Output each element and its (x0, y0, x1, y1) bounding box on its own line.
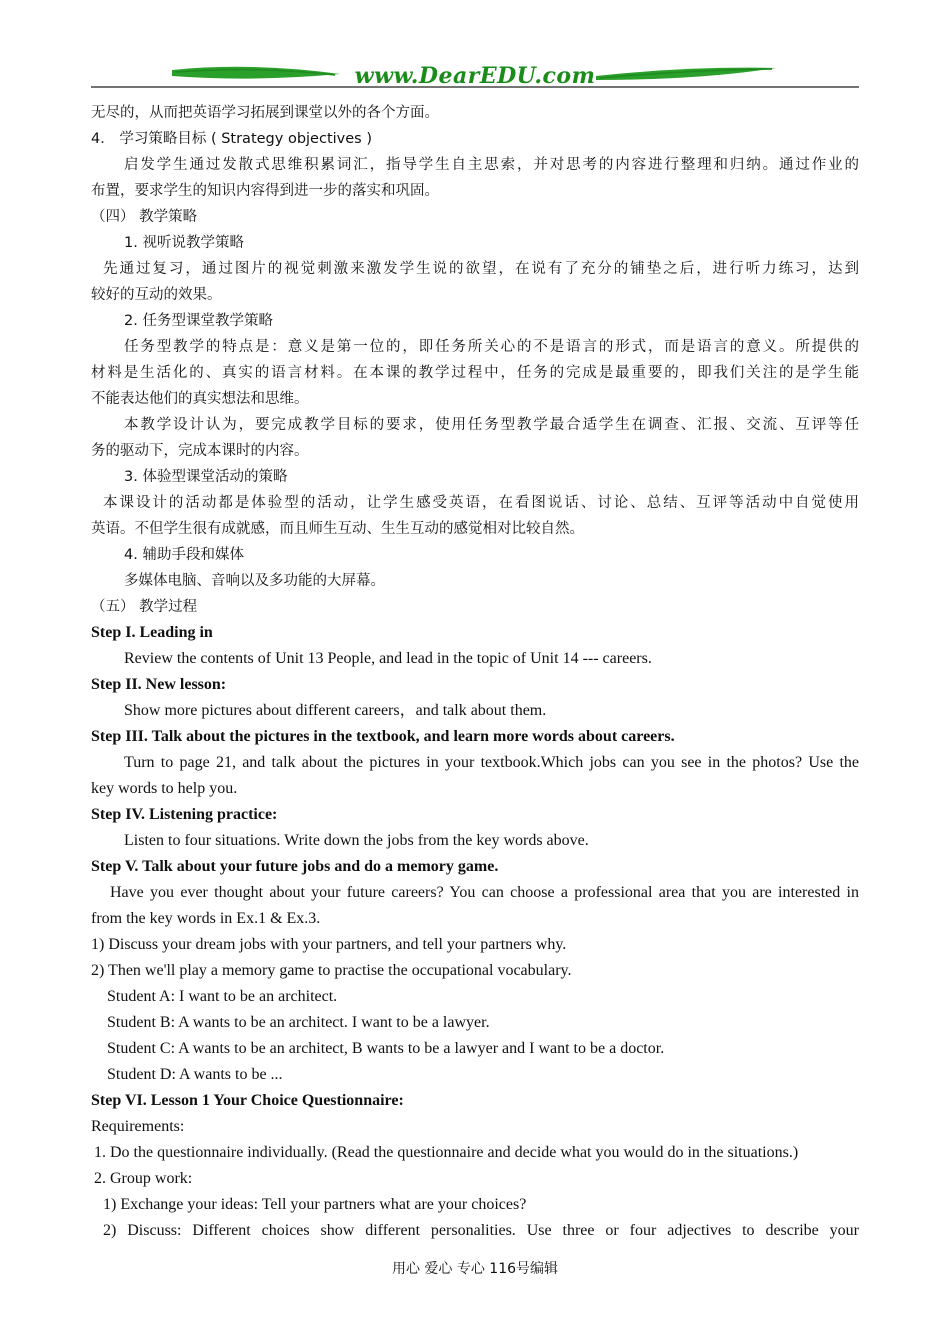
dialogue-line: Student C: A wants to be an architect, B wants to be a lawyer and I want to be a doctor. (107, 1040, 665, 1057)
section-heading: （四） 教学策略 (91, 209, 198, 225)
paragraph-line: 材料是生活化的、真实的语言材料。在本课的教学过程中，任务的完成是最重要的，即我们关注的是学生能 (91, 365, 859, 381)
paragraph-line: from the key words in Ex.1 & Ex.3. (91, 910, 321, 927)
dialogue-line: Student B: A wants to be an architect. I want to be a lawyer. (107, 1014, 490, 1031)
section-heading: （五） 教学过程 (91, 599, 198, 615)
list-item: 1) Discuss your dream jobs with your partners, and tell your partners why. (91, 936, 567, 953)
subsection-heading: 1. 视听说教学策略 (124, 235, 244, 251)
paragraph-line: Turn to page 21, and talk about the pictures in your textbook.Which jobs can you see in the photos? Use the (124, 754, 859, 771)
list-item: 1) Exchange your ideas: Tell your partners what are your choices? (103, 1196, 527, 1213)
paragraph-line: Review the contents of Unit 13 People, and lead in the topic of Unit 14 --- careers. (124, 650, 652, 667)
step-heading: Step VI. Lesson 1 Your Choice Questionnaire: (91, 1092, 404, 1109)
paragraph-line: 务的驱动下，完成本课时的内容。 (91, 443, 309, 459)
paragraph-line: Listen to four situations. Write down the jobs from the key words above. (124, 832, 589, 849)
paragraph-line: 本课设计的活动都是体验型的活动，让学生感受英语，在看图说话、讨论、总结、互评等活动中自觉使用 (103, 495, 859, 511)
paragraph-line: 启发学生通过发散式思维积累词汇，指导学生自主思索，并对思考的内容进行整理和归纳。通过作业的 (124, 157, 859, 173)
paragraph-line: 多媒体电脑、音响以及多功能的大屏幕。 (124, 573, 385, 589)
page-footer: 用心 爱心 专心 116号编辑 (391, 1261, 559, 1277)
step-heading: Step V. Talk about your future jobs and do a memory game. (91, 858, 499, 875)
paragraph-line: 不能表达他们的真实想法和思维。 (91, 391, 309, 407)
paragraph-line: 本教学设计认为，要完成教学目标的要求，使用任务型教学最合适学生在调查、汇报、交流、互评等任 (124, 417, 859, 433)
paragraph-line: Requirements: (91, 1118, 185, 1135)
step-heading: Step IV. Listening practice: (91, 806, 278, 823)
dialogue-line: Student D: A wants to be ... (107, 1066, 283, 1083)
list-item: 2. Group work: (94, 1170, 193, 1187)
subsection-heading: 4. 辅助手段和媒体 (124, 547, 244, 563)
paragraph-line: 先通过复习，通过图片的视觉刺激来激发学生说的欲望，在说有了充分的铺垫之后，进行听力练习，达到 (103, 261, 859, 277)
dialogue-line: Student A: I want to be an architect. (107, 988, 338, 1005)
subsection-heading: 3. 体验型课堂活动的策略 (124, 469, 288, 485)
subsection-heading: 2. 任务型课堂教学策略 (124, 313, 273, 329)
paragraph-line: key words to help you. (91, 780, 238, 797)
step-heading: Step I. Leading in (91, 624, 213, 641)
paragraph-line: 任务型教学的特点是：意义是第一位的，即任务所关心的不是语言的形式，而是语言的意义。所提供的 (124, 339, 859, 355)
paragraph-line: 较好的互动的效果。 (91, 287, 222, 303)
paragraph-line: 英语。不但学生很有成就感，而且师生互动、生生互动的感觉相对比较自然。 (91, 521, 584, 537)
page-header (0, 0, 950, 92)
step-heading: Step II. New lesson: (91, 676, 227, 693)
document-body (91, 100, 859, 1244)
list-item: 1. Do the questionnaire individually. (Read the questionnaire and decide what you would do in the situations.) (94, 1144, 799, 1161)
section-heading: 4． 学习策略目标 ( Strategy objectives ) (91, 131, 372, 147)
text-line: 无尽的，从而把英语学习拓展到课堂以外的各个方面。 (91, 105, 439, 121)
list-item: 2) Discuss: Different choices show different personalities. Use three or four adjectives to describe your (103, 1222, 859, 1239)
paragraph-line: Have you ever thought about your future careers? You can choose a professional area that you are interested in (110, 884, 859, 901)
list-item: 2) Then we'll play a memory game to practise the occupational vocabulary. (91, 962, 572, 979)
paragraph-line: 布置，要求学生的知识内容得到进一步的落实和巩固。 (91, 183, 439, 199)
site-logo-text: www.DearEDU.com (354, 63, 596, 89)
step-heading: Step III. Talk about the pictures in the textbook, and learn more words about careers. (91, 728, 675, 745)
paragraph-line: Show more pictures about different careers，and talk about them. (124, 702, 547, 719)
